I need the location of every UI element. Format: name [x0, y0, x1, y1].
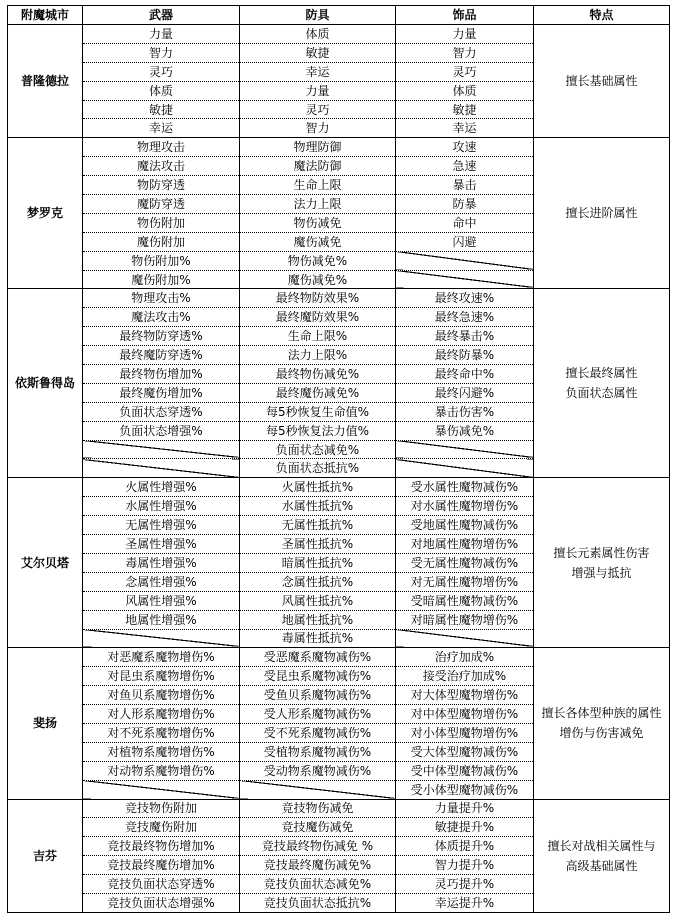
feature-text: 擅长基础属性	[534, 25, 670, 138]
city-group	[8, 648, 670, 799]
weapon-attr: 风属性增强%	[83, 591, 240, 610]
weapon-attr: 竞技负面状态增强%	[83, 893, 240, 912]
armor-attr: 火属性抵抗%	[240, 478, 396, 497]
weapon-attr: 水属性增强%	[83, 497, 240, 516]
accessory-empty-cell	[396, 629, 534, 648]
accessory-attr: 对地属性魔物增伤%	[396, 535, 534, 554]
weapon-attr: 魔伤附加	[83, 232, 240, 251]
city-name: 斐扬	[8, 648, 83, 799]
weapon-attr: 最终物防穿透%	[83, 327, 240, 346]
armor-attr: 受不死系魔物减伤%	[240, 723, 396, 742]
armor-attr: 圣属性抵抗%	[240, 535, 396, 554]
weapon-attr: 对人形系魔物增伤%	[83, 705, 240, 724]
city-name: 梦罗克	[8, 138, 83, 289]
armor-attr: 受鱼贝系魔物减伤%	[240, 686, 396, 705]
armor-empty-cell	[240, 780, 396, 799]
enchant-table	[7, 5, 670, 913]
accessory-empty-cell	[396, 440, 534, 459]
weapon-empty-cell	[83, 459, 240, 478]
accessory-attr: 灵巧提升%	[396, 875, 534, 894]
accessory-attr: 暴击	[396, 176, 534, 195]
table-row	[8, 799, 670, 818]
weapon-attr: 最终魔防穿透%	[83, 346, 240, 365]
accessory-attr: 最终急速%	[396, 308, 534, 327]
weapon-attr: 负面状态增强%	[83, 421, 240, 440]
header-city: 附魔城市	[8, 6, 83, 25]
weapon-attr: 对昆虫系魔物增伤%	[83, 667, 240, 686]
weapon-attr: 火属性增强%	[83, 478, 240, 497]
armor-attr: 竞技最终魔伤减免%	[240, 856, 396, 875]
weapon-attr: 物理攻击%	[83, 289, 240, 308]
weapon-attr: 竞技最终物伤增加%	[83, 837, 240, 856]
header-feature: 特点	[534, 6, 670, 25]
armor-attr: 最终物伤减免%	[240, 365, 396, 384]
accessory-empty-cell	[396, 251, 534, 270]
armor-attr: 受植物系魔物减伤%	[240, 742, 396, 761]
armor-attr: 最终魔伤减免%	[240, 383, 396, 402]
armor-attr: 物理防御	[240, 138, 396, 157]
feature-text: 擅长各体型种族的属性增伤与伤害减免	[534, 648, 670, 799]
armor-attr: 受动物系魔物减伤%	[240, 761, 396, 780]
accessory-attr: 最终防暴%	[396, 346, 534, 365]
armor-attr: 物伤减免	[240, 213, 396, 232]
feature-text: 擅长进阶属性	[534, 138, 670, 289]
city-group	[8, 289, 670, 478]
accessory-attr: 对暗属性魔物增伤%	[396, 610, 534, 629]
city-group	[8, 478, 670, 648]
feature-text: 擅长元素属性伤害 增强与抵抗	[534, 478, 670, 648]
accessory-attr: 智力提升%	[396, 856, 534, 875]
weapon-attr: 对不死系魔物增伤%	[83, 723, 240, 742]
accessory-attr: 受暗属性魔物减伤%	[396, 591, 534, 610]
armor-attr: 敏捷	[240, 43, 396, 62]
accessory-attr: 受小体型魔物减伤%	[396, 780, 534, 799]
accessory-attr: 敏捷	[396, 100, 534, 119]
weapon-attr: 敏捷	[83, 100, 240, 119]
accessory-attr: 受大体型魔物减伤%	[396, 742, 534, 761]
armor-attr: 负面状态减免%	[240, 440, 396, 459]
weapon-attr: 物伤附加	[83, 213, 240, 232]
armor-attr: 竞技魔伤减免	[240, 818, 396, 837]
armor-attr: 竞技负面状态减免%	[240, 875, 396, 894]
armor-attr: 受昆虫系魔物减伤%	[240, 667, 396, 686]
accessory-attr: 暴伤减免%	[396, 421, 534, 440]
weapon-attr: 对植物系魔物增伤%	[83, 742, 240, 761]
weapon-attr: 竞技物伤附加	[83, 799, 240, 818]
accessory-attr: 最终闪避%	[396, 383, 534, 402]
weapon-attr: 魔防穿透	[83, 195, 240, 214]
weapon-attr: 魔法攻击%	[83, 308, 240, 327]
weapon-attr: 竞技最终魔伤增加%	[83, 856, 240, 875]
accessory-attr: 智力	[396, 43, 534, 62]
weapon-attr: 物伤附加%	[83, 251, 240, 270]
armor-attr: 法力上限%	[240, 346, 396, 365]
armor-attr: 受人形系魔物减伤%	[240, 705, 396, 724]
table-row	[8, 138, 670, 157]
armor-attr: 暗属性抵抗%	[240, 553, 396, 572]
armor-attr: 幸运	[240, 62, 396, 81]
weapon-attr: 竞技负面状态穿透%	[83, 875, 240, 894]
accessory-attr: 受水属性魔物减伤%	[396, 478, 534, 497]
accessory-attr: 体质提升%	[396, 837, 534, 856]
city-name: 艾尔贝塔	[8, 478, 83, 648]
armor-attr: 生命上限%	[240, 327, 396, 346]
weapon-attr: 物理攻击	[83, 138, 240, 157]
accessory-attr: 急速	[396, 157, 534, 176]
city-name: 普隆德拉	[8, 25, 83, 138]
weapon-attr: 智力	[83, 43, 240, 62]
city-name: 依斯鲁得岛	[8, 289, 83, 478]
header-armor: 防具	[240, 6, 396, 25]
weapon-attr: 无属性增强%	[83, 516, 240, 535]
weapon-attr: 对动物系魔物增伤%	[83, 761, 240, 780]
accessory-attr: 敏捷提升%	[396, 818, 534, 837]
header-row	[8, 6, 670, 25]
accessory-attr: 闪避	[396, 232, 534, 251]
city-group	[8, 25, 670, 138]
armor-attr: 风属性抵抗%	[240, 591, 396, 610]
weapon-attr: 竞技魔伤附加	[83, 818, 240, 837]
armor-attr: 智力	[240, 119, 396, 138]
header-weapon: 武器	[83, 6, 240, 25]
accessory-attr: 暴击伤害%	[396, 402, 534, 421]
accessory-attr: 幸运	[396, 119, 534, 138]
accessory-attr: 受中体型魔物减伤%	[396, 761, 534, 780]
accessory-attr: 对无属性魔物增伤%	[396, 572, 534, 591]
accessory-attr: 治疗加成%	[396, 648, 534, 667]
accessory-attr: 最终攻速%	[396, 289, 534, 308]
armor-attr: 水属性抵抗%	[240, 497, 396, 516]
city-group	[8, 799, 670, 912]
armor-attr: 最终物防效果%	[240, 289, 396, 308]
weapon-empty-cell	[83, 440, 240, 459]
accessory-attr: 力量	[396, 25, 534, 44]
weapon-attr: 圣属性增强%	[83, 535, 240, 554]
feature-text: 擅长最终属性 负面状态属性	[534, 289, 670, 478]
accessory-attr: 受地属性魔物减伤%	[396, 516, 534, 535]
armor-attr: 法力上限	[240, 195, 396, 214]
city-group	[8, 138, 670, 289]
weapon-attr: 魔伤附加%	[83, 270, 240, 289]
armor-attr: 无属性抵抗%	[240, 516, 396, 535]
table-row	[8, 648, 670, 667]
accessory-attr: 体质	[396, 81, 534, 100]
header-accessory: 饰品	[396, 6, 534, 25]
weapon-attr: 物防穿透	[83, 176, 240, 195]
weapon-attr: 最终物伤增加%	[83, 365, 240, 384]
weapon-attr: 力量	[83, 25, 240, 44]
weapon-attr: 对鱼贝系魔物增伤%	[83, 686, 240, 705]
armor-attr: 生命上限	[240, 176, 396, 195]
table-row	[8, 478, 670, 497]
weapon-attr: 负面状态穿透%	[83, 402, 240, 421]
weapon-attr: 最终魔伤增加%	[83, 383, 240, 402]
weapon-empty-cell	[83, 629, 240, 648]
accessory-empty-cell	[396, 270, 534, 289]
accessory-attr: 攻速	[396, 138, 534, 157]
accessory-attr: 幸运提升%	[396, 893, 534, 912]
weapon-attr: 魔法攻击	[83, 157, 240, 176]
weapon-attr: 念属性增强%	[83, 572, 240, 591]
armor-attr: 竞技负面状态抵抗%	[240, 893, 396, 912]
accessory-attr: 力量提升%	[396, 799, 534, 818]
armor-attr: 体质	[240, 25, 396, 44]
armor-attr: 每5秒恢复法力值%	[240, 421, 396, 440]
weapon-attr: 灵巧	[83, 62, 240, 81]
weapon-empty-cell	[83, 780, 240, 799]
accessory-attr: 接受治疗加成%	[396, 667, 534, 686]
city-name: 吉芬	[8, 799, 83, 912]
armor-attr: 负面状态抵抗%	[240, 459, 396, 478]
armor-attr: 地属性抵抗%	[240, 610, 396, 629]
weapon-attr: 幸运	[83, 119, 240, 138]
armor-attr: 毒属性抵抗%	[240, 629, 396, 648]
feature-text: 擅长对战相关属性与 高级基础属性	[534, 799, 670, 912]
armor-attr: 灵巧	[240, 100, 396, 119]
armor-attr: 魔伤减免%	[240, 270, 396, 289]
armor-attr: 念属性抵抗%	[240, 572, 396, 591]
armor-attr: 魔法防御	[240, 157, 396, 176]
armor-attr: 力量	[240, 81, 396, 100]
armor-attr: 物伤减免%	[240, 251, 396, 270]
accessory-attr: 对水属性魔物增伤%	[396, 497, 534, 516]
accessory-attr: 防暴	[396, 195, 534, 214]
armor-attr: 竞技物伤减免	[240, 799, 396, 818]
weapon-attr: 地属性增强%	[83, 610, 240, 629]
weapon-attr: 体质	[83, 81, 240, 100]
armor-attr: 受恶魔系魔物减伤%	[240, 648, 396, 667]
table-row	[8, 25, 670, 44]
accessory-attr: 受无属性魔物减伤%	[396, 553, 534, 572]
accessory-attr: 对小体型魔物增伤%	[396, 723, 534, 742]
accessory-attr: 最终暴击%	[396, 327, 534, 346]
armor-attr: 魔伤减免	[240, 232, 396, 251]
accessory-attr: 最终命中%	[396, 365, 534, 384]
armor-attr: 竞技最终物伤减免 %	[240, 837, 396, 856]
accessory-attr: 命中	[396, 213, 534, 232]
weapon-attr: 毒属性增强%	[83, 553, 240, 572]
accessory-empty-cell	[396, 459, 534, 478]
accessory-attr: 灵巧	[396, 62, 534, 81]
accessory-attr: 对大体型魔物增伤%	[396, 686, 534, 705]
armor-attr: 每5秒恢复生命值%	[240, 402, 396, 421]
weapon-attr: 对恶魔系魔物增伤%	[83, 648, 240, 667]
accessory-attr: 对中体型魔物增伤%	[396, 705, 534, 724]
table-row	[8, 289, 670, 308]
armor-attr: 最终魔防效果%	[240, 308, 396, 327]
